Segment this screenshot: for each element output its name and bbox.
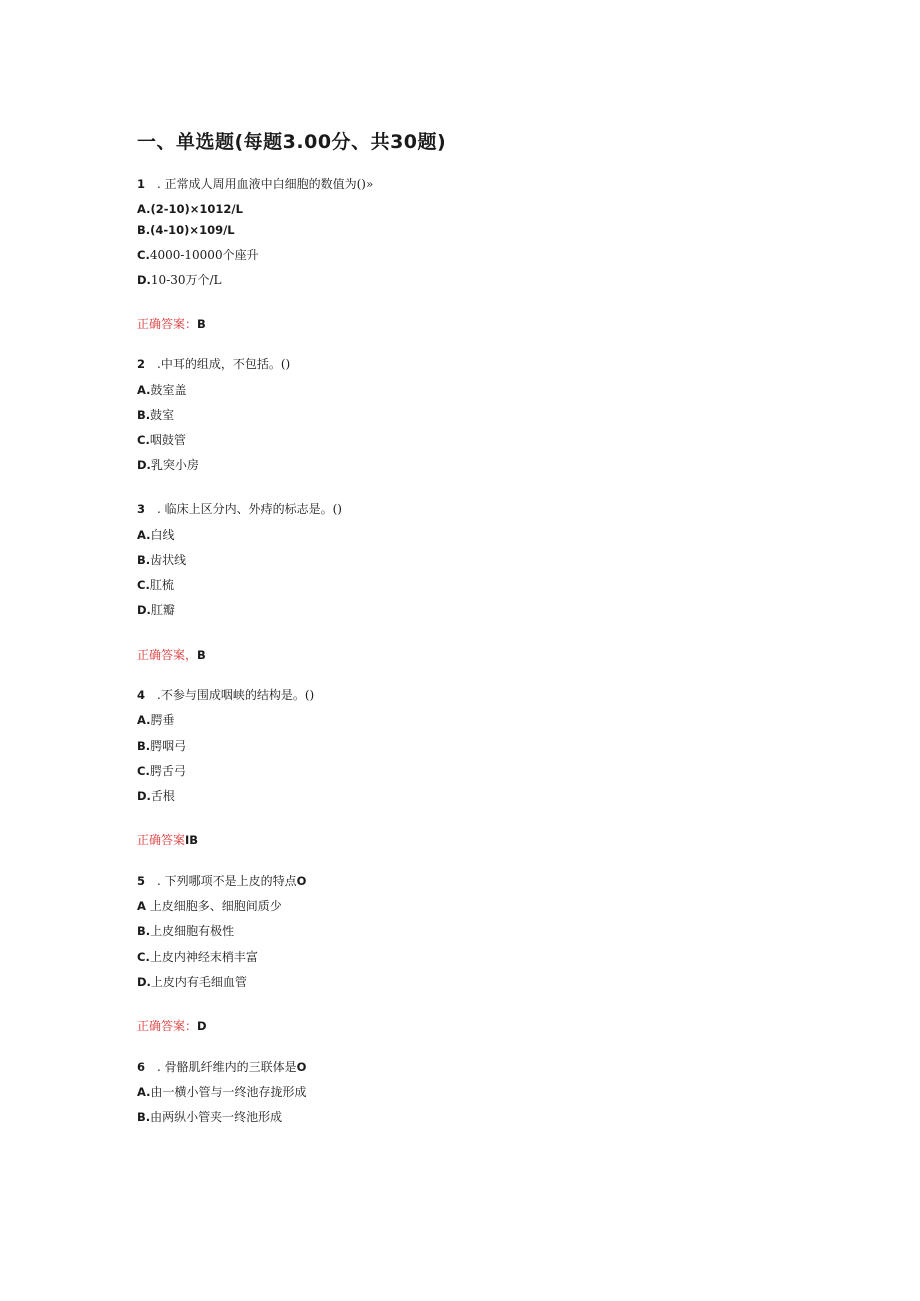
option-4d: D.舌根 (137, 789, 175, 803)
option-5a: A 上皮细胞多、细胞间质少 (137, 899, 282, 913)
answer-4: 正确答案IB (137, 833, 199, 847)
option-2a: A.鼓室盖 (137, 383, 187, 397)
answer-5: 正确答案：D (137, 1019, 207, 1033)
answer-3: 正确答案，B (137, 648, 206, 662)
option-1a: A.(2-10)×1012/L (137, 202, 243, 216)
option-6a: A.由一横小管与一终池存拢形成 (137, 1085, 307, 1099)
question-text: .中耳的组成，不包括。() (157, 357, 291, 371)
question-text: . 骨骼肌纤维内的三联体是 (157, 1060, 297, 1074)
option-2d: D.乳突小房 (137, 458, 199, 472)
question-text: .不参与围成咽峡的结构是。() (157, 688, 315, 702)
option-6b: B.由两纵小管夹一终池形成 (137, 1110, 283, 1124)
question-number: 1 (137, 177, 146, 191)
option-4b: B.腭咽弓 (137, 739, 187, 753)
question-text: . 正常成人周用血液中白细胞的数值为()» (157, 177, 374, 191)
question-number: 2 (137, 357, 146, 371)
option-2b: B.鼓室 (137, 408, 175, 422)
option-4a: A.腭垂 (137, 713, 175, 727)
question-2 (137, 356, 290, 372)
option-3a: A.白线 (137, 528, 175, 542)
question-1 (137, 176, 373, 192)
answer-1: 正确答案：B (137, 317, 206, 331)
option-2c: C.咽鼓管 (137, 433, 186, 447)
question-number: 6 (137, 1060, 146, 1074)
option-5b: B.上皮细胞有极性 (137, 924, 235, 938)
option-5c: C.上皮内神经末梢丰富 (137, 950, 258, 964)
question-number: 5 (137, 874, 146, 888)
question-4 (137, 687, 314, 703)
option-3c: C.肛梳 (137, 578, 174, 592)
option-4c: C.腭舌弓 (137, 764, 186, 778)
option-3b: B.齿状线 (137, 553, 187, 567)
question-number: 4 (137, 688, 146, 702)
option-1c: C.4000-10000个座升 (137, 248, 259, 262)
option-5d: D.上皮内有毛细血管 (137, 975, 247, 989)
option-3d: D.肛瓣 (137, 603, 175, 617)
question-6: 6 . 骨骼肌纤维内的三联体是O (137, 1060, 307, 1074)
option-1b: B.(4-10)×109/L (137, 223, 235, 237)
question-number: 3 (137, 502, 146, 516)
question-5: 5 . 下列哪项不是上皮的特点O (137, 874, 307, 888)
question-3 (137, 501, 342, 517)
option-1d: D.10-30万个/L (137, 273, 222, 287)
question-text: . 下列哪项不是上皮的特点 (157, 874, 297, 888)
question-text: . 临床上区分内、外痔的标志是。() (157, 502, 342, 516)
section-title: 一、单选题(每题3.00分、共30题) (137, 131, 447, 153)
